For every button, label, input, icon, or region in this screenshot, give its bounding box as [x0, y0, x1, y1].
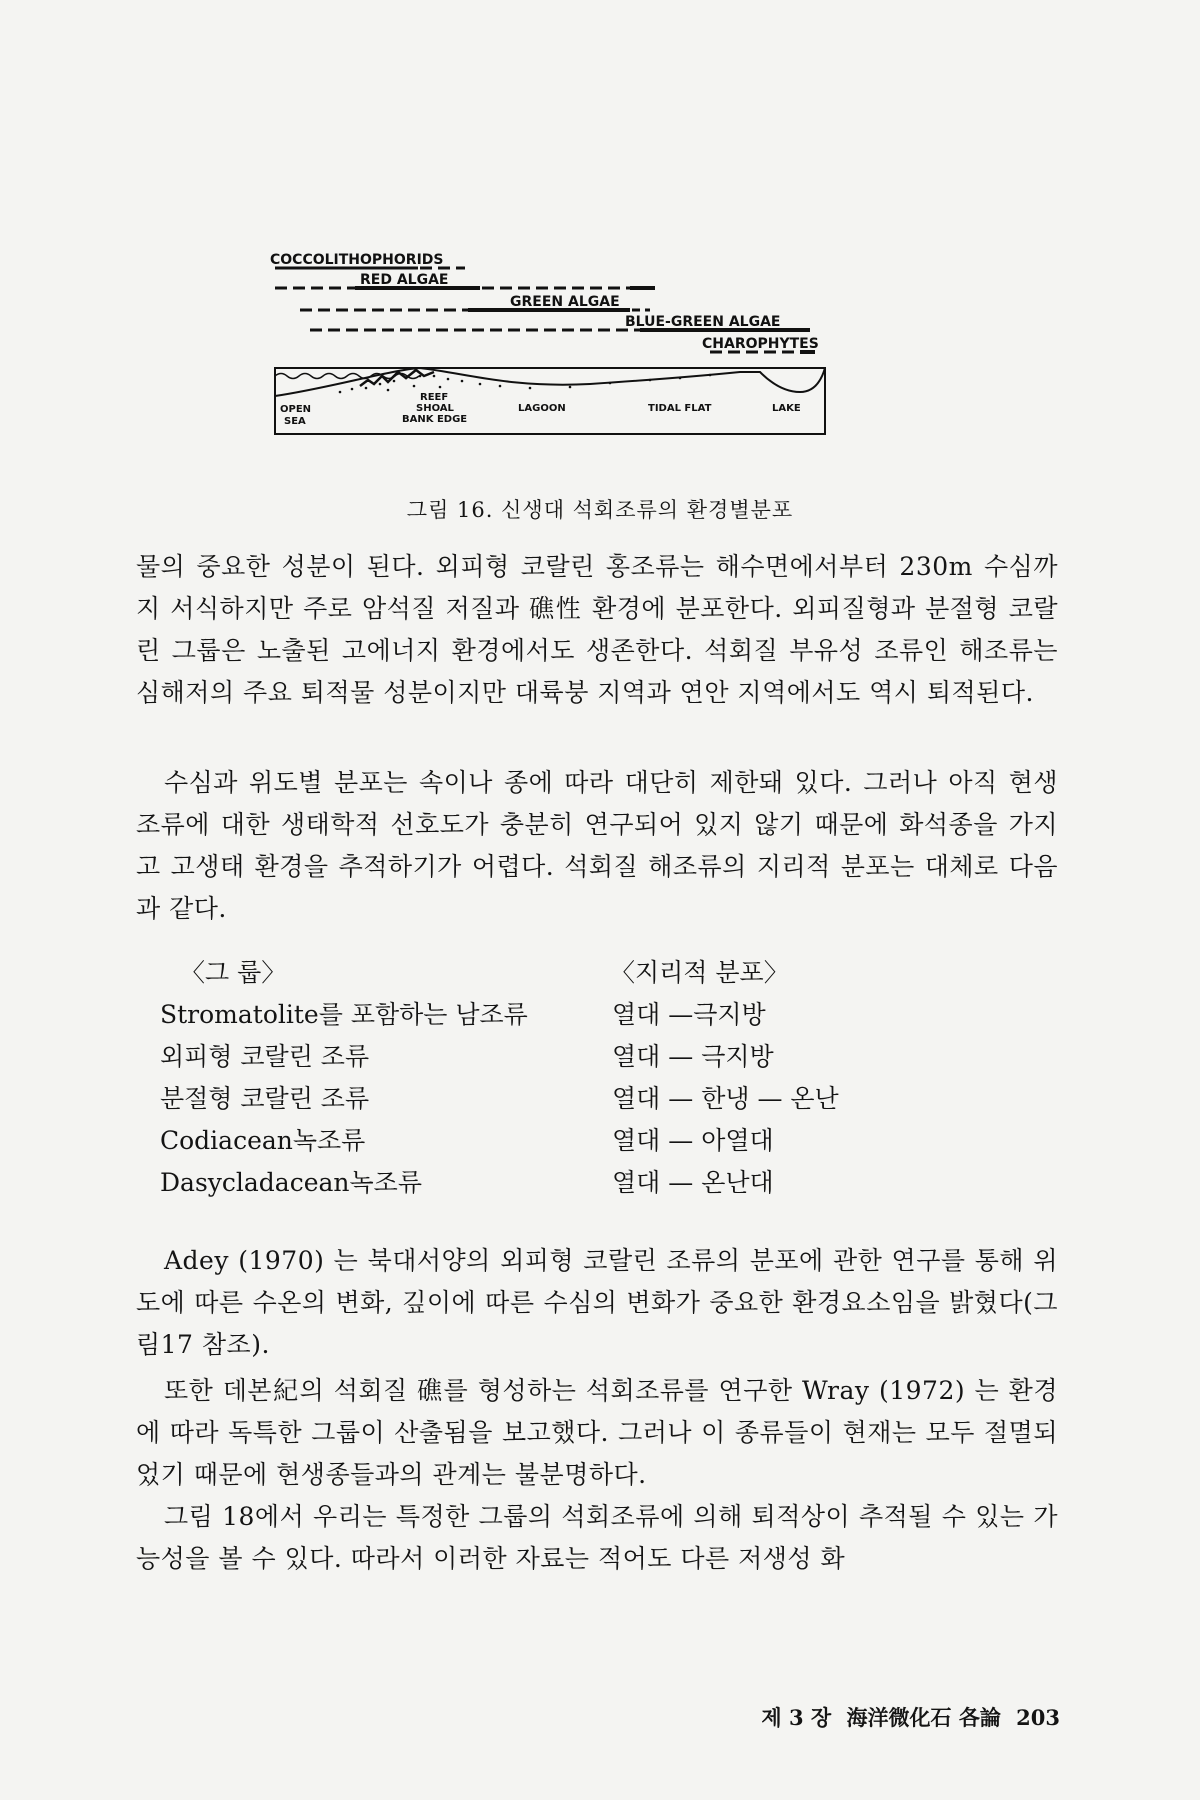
label-tidal-flat: TIDAL FLAT [648, 403, 712, 414]
table-header-row [160, 952, 920, 994]
table-cell-group: Stromatolite를 포함하는 남조류 [160, 1000, 528, 1029]
label-lake: LAKE [772, 403, 801, 414]
table-row [160, 1036, 920, 1078]
label-open-sea-1: OPEN [280, 404, 312, 415]
table-row [160, 1120, 920, 1162]
label-blue-green-algae: BLUE-GREEN ALGAE [625, 314, 781, 330]
paragraph-5: 그림 18에서 우리는 특정한 그룹의 석회조류에 의해 퇴적상이 추적될 수 있는 가능성을 볼 수 있다. 따라서 이러한 자료는 적어도 다른 저생성 화 [136, 1502, 1058, 1573]
cross-section-frame [275, 368, 825, 434]
label-lagoon: LAGOON [518, 403, 566, 414]
paragraph-2: 수심과 위도별 분포는 속이나 종에 따라 대단히 제한돼 있다. 그러나 아직 현생 조류에 대한 생태학적 선호도가 충분히 연구되어 있지 않기 때문에 화석종을 가지고 고생태 환경을 추적하기가 어렵다. 석회질 해조류의 지리적 분포는 대체로 다음과 같다. [136, 768, 1058, 923]
label-reef-3: BANK EDGE [402, 414, 468, 425]
table-cell-distribution: 열대 —극지방 [612, 1000, 766, 1029]
page-number: 203 [1016, 1705, 1060, 1730]
label-red-algae: RED ALGAE [360, 272, 449, 288]
table-cell-distribution: 열대 — 한냉 — 온난 [612, 1084, 839, 1113]
page-footer [0, 1702, 1060, 1732]
table-row [160, 1078, 920, 1120]
table-row [160, 994, 920, 1036]
label-green-algae: GREEN ALGAE [510, 294, 620, 310]
footer-chapter: 제 3 장 [761, 1705, 832, 1730]
sea-floor [275, 368, 825, 396]
label-reef-1: REEF [420, 392, 449, 403]
label-charophytes: CHAROPHYTES [702, 336, 819, 352]
table-cell-distribution: 열대 — 극지방 [612, 1042, 774, 1071]
table-row [160, 1162, 920, 1204]
footer-title: 海洋微化石 各論 [846, 1705, 1001, 1730]
environment-distribution-figure [270, 250, 930, 480]
paragraph-4: 또한 데본紀의 석회질 礁를 형성하는 석회조류를 연구한 Wray (1972) 는 환경에 따라 독특한 그룹이 산출됨을 보고했다. 그러나 이 종류들이 현재는 모두 절멸되었기 때문에 현생종들과의 관계는 불분명하다. [136, 1376, 1058, 1489]
table-header-group: 〈그 룹〉 [180, 958, 287, 987]
paragraph-3: Adey (1970) 는 북대서양의 외피형 코랄린 조류의 분포에 관한 연구를 통해 위도에 따른 수온의 변화, 깊이에 따른 수심의 변화가 중요한 환경요소임을 밝혔다(그림17 참조). [136, 1246, 1058, 1359]
table-cell-group: Dasycladacean녹조류 [160, 1168, 422, 1197]
label-coccolithophorids: COCCOLITHOPHORIDS [270, 252, 444, 268]
label-reef-2: SHOAL [416, 403, 454, 414]
table-cell-distribution: 열대 — 아열대 [612, 1126, 774, 1155]
cross-section [275, 368, 825, 434]
table-cell-group: Codiacean녹조류 [160, 1126, 366, 1155]
figure-caption: 그림 16. 신생대 석회조류의 환경별분포 [406, 498, 794, 522]
table-header-distribution: 〈지리적 분포〉 [610, 958, 789, 987]
reef-shape [360, 370, 434, 386]
paragraph-1: 물의 중요한 성분이 된다. 외피형 코랄린 홍조류는 해수면에서부터 230m 수심까지 서식하지만 주로 암석질 저질과 礁性 환경에 분포한다. 외피질형과 분절형 코랄린 그룹은 노출된 고에너지 환경에서도 생존한다. 석회질 부유성 조류인 해조류는 심해저의 주요 퇴적물 성분이지만 대륙붕 지역과 연안 지역에서도 역시 퇴적된다. [136, 552, 1058, 707]
table-cell-group: 외피형 코랄린 조류 [160, 1042, 370, 1071]
table-cell-group: 분절형 코랄린 조류 [160, 1084, 370, 1113]
table-cell-distribution: 열대 — 온난대 [612, 1168, 774, 1197]
label-open-sea-2: SEA [284, 416, 306, 427]
